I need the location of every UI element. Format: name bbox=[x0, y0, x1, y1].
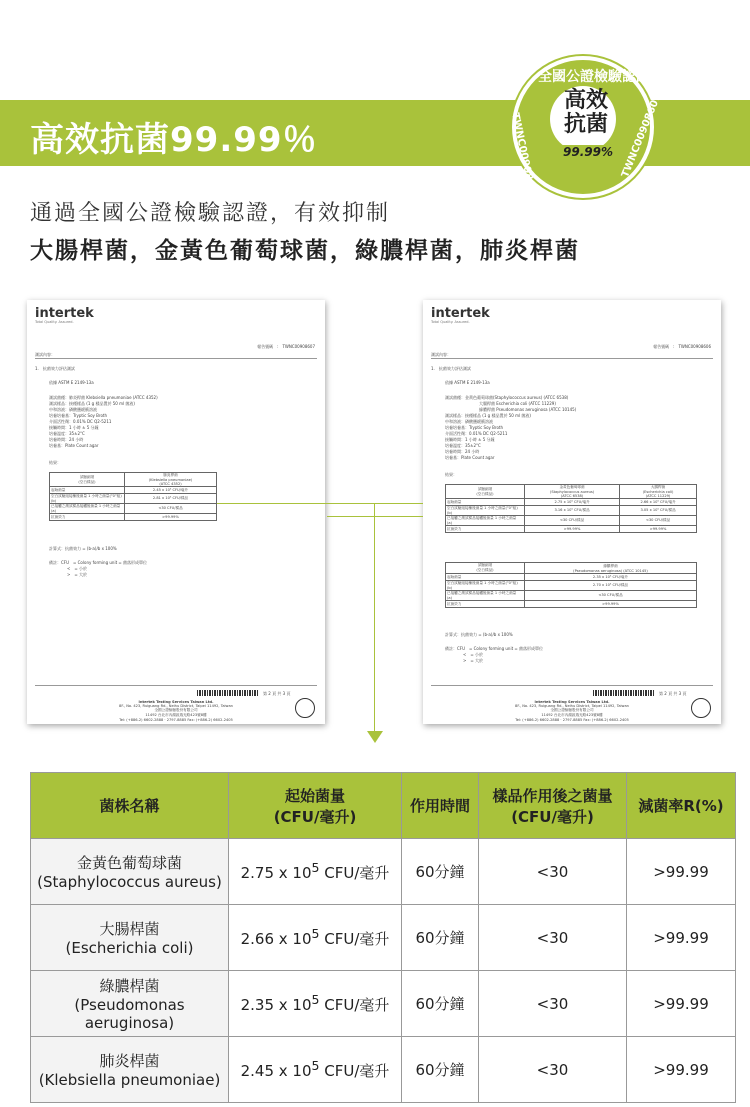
table-cell: 空白試驗組接種後菌量 1 小時之菌量(°0°組) (b) bbox=[446, 581, 525, 591]
detail-line: 培養溫度：35±2°C bbox=[445, 443, 481, 448]
table-cell: >99.99% bbox=[525, 526, 620, 533]
table-cell: >99.99% bbox=[620, 526, 697, 533]
reduction-rate: >99.99 bbox=[627, 839, 736, 905]
table-cell: 起始菌量 bbox=[50, 487, 125, 494]
company-name: Intertek Testing Services Taiwan Ltd. bbox=[534, 700, 610, 704]
page-title: 高效抗菌99.99％ bbox=[30, 120, 318, 160]
page-number: 第 2 頁 共 3 頁 bbox=[659, 691, 687, 696]
table-header: 金黃色葡萄球菌 (Staphylococcus aureus) (ATCC 6538) bbox=[525, 485, 620, 499]
table-cell: 抗菌效力 bbox=[50, 514, 125, 521]
company-name: Intertek Testing Services Taiwan Ltd. bbox=[138, 700, 214, 704]
formula: 計算式：抗菌效力 = (b-a)/b x 100% bbox=[445, 632, 513, 637]
company-address-zh: 11492 台北市內湖區瑞光路423號8樓 bbox=[145, 713, 207, 717]
barcode bbox=[197, 690, 259, 696]
table-cell: 2.66 x 10⁵ CFU/毫升 bbox=[620, 499, 697, 506]
initial-exponent: 5 bbox=[311, 1058, 320, 1073]
connector-line bbox=[217, 503, 423, 504]
divider bbox=[35, 685, 317, 686]
initial-exponent: 5 bbox=[311, 860, 320, 875]
seal-main-line1: 高效 bbox=[563, 88, 608, 113]
header-initial-line1: 起始菌量 bbox=[284, 786, 345, 805]
initial-base: 2.75 x 10 bbox=[240, 864, 312, 882]
company-address-zh: 11492 台北市內湖區瑞光路423號8樓 bbox=[541, 713, 603, 717]
table-row bbox=[31, 1037, 736, 1103]
report-number: 報告號碼 : TWNC00908607 bbox=[257, 344, 315, 349]
table-cell: <30 CFU/樣品 bbox=[125, 504, 217, 514]
strain-name bbox=[31, 971, 229, 1037]
formula: 計算式：抗菌效力 = (b-a)/b x 100% bbox=[49, 546, 117, 551]
results-table bbox=[30, 772, 736, 1103]
connector-line bbox=[374, 503, 375, 731]
results-header-row bbox=[31, 773, 736, 839]
divider bbox=[431, 358, 713, 359]
strain-name bbox=[31, 905, 229, 971]
initial-count bbox=[229, 905, 402, 971]
detail-line: 培養基：Plate Count agar bbox=[49, 443, 99, 448]
subtitle-line2: 大腸桿菌，金黃色葡萄球菌，綠膿桿菌，肺炎桿菌 bbox=[30, 238, 580, 264]
strain-name-en: (Klebsiella pneumoniae) bbox=[38, 1071, 221, 1089]
table-row bbox=[31, 971, 736, 1037]
strain-name-en: (Escherichia coli) bbox=[65, 939, 194, 957]
report-table bbox=[49, 472, 217, 521]
intertek-logo: intertek bbox=[431, 306, 490, 321]
table-cell: 起始菌量 bbox=[446, 499, 525, 506]
detail-line: 測試菌種：肺炎桿菌 Klebsiella pneumoniae (ATCC 4352) bbox=[49, 395, 158, 400]
divider bbox=[431, 685, 713, 686]
initial-count bbox=[229, 1037, 402, 1103]
report-number-value: TWNC00908606 bbox=[678, 344, 711, 349]
initial-unit: CFU/毫升 bbox=[324, 996, 390, 1014]
header-strain: 菌株名稱 bbox=[31, 773, 229, 839]
initial-exponent: 5 bbox=[311, 926, 320, 941]
after-count: <30 bbox=[479, 839, 627, 905]
subtitle-line1: 通過全國公證檢驗認證，有效抑制 bbox=[30, 201, 391, 226]
detail-line: 培養時間：24 小時 bbox=[445, 449, 480, 454]
strain-name-zh: 肺炎桿菌 bbox=[99, 1052, 160, 1070]
initial-exponent: 5 bbox=[311, 992, 320, 1007]
note-line: 備註：CFU = Colony forming unit = 菌落形成單位 bbox=[49, 560, 148, 565]
report-table bbox=[445, 484, 697, 533]
test-report-three-strains bbox=[423, 300, 721, 724]
initial-base: 2.35 x 10 bbox=[240, 996, 312, 1014]
table-header: 試驗細項 (空白樣品) bbox=[446, 563, 525, 574]
table-cell: <30 CFU/樣品 bbox=[525, 591, 697, 601]
report-number-label: 報告號碼 bbox=[653, 344, 670, 349]
table-cell: 2.75 x 10⁵ CFU/毫升 bbox=[525, 499, 620, 506]
reduction-rate: >99.99 bbox=[627, 971, 736, 1037]
initial-unit: CFU/毫升 bbox=[324, 1062, 390, 1080]
strain-name-zh: 綠膿桿菌 bbox=[99, 977, 160, 995]
note-line: > = 大於 bbox=[67, 572, 87, 577]
note-line: > = 大於 bbox=[463, 658, 483, 663]
detail-line: 介面活性劑：0.01% DC Q2-5211 bbox=[49, 419, 112, 424]
intertek-mark-icon bbox=[691, 698, 711, 718]
connector-line bbox=[327, 516, 423, 517]
table-cell: 抗菌效力 bbox=[446, 526, 525, 533]
contact-time: 60分鐘 bbox=[402, 839, 479, 905]
reduction-rate: >99.99 bbox=[627, 1037, 736, 1103]
section-title: 1. 抗菌效力評估測試 bbox=[35, 366, 75, 371]
page-number: 第 2 頁 共 3 頁 bbox=[263, 691, 291, 696]
header-after bbox=[479, 773, 627, 839]
company-address: 8F., No. 423, Ruiguang Rd., Neihu District, Taipei 11492, Taiwan bbox=[119, 704, 233, 708]
table-cell: 2.35 x 10⁵ CFU/毫升 bbox=[525, 574, 697, 581]
seal-main-text bbox=[556, 89, 616, 137]
footer bbox=[423, 700, 721, 722]
report-number-value: TWNC00908607 bbox=[282, 344, 315, 349]
note-line: 備註：CFU = Colony forming unit = 菌落形成單位 bbox=[445, 646, 544, 651]
table-cell: <30 CFU/樣品 bbox=[620, 516, 697, 526]
detail-line: 培養溫度：35±2°C bbox=[49, 431, 85, 436]
initial-count bbox=[229, 971, 402, 1037]
contact-time: 60分鐘 bbox=[402, 1037, 479, 1103]
table-cell: <30 CFU/樣品 bbox=[525, 516, 620, 526]
report-number: 報告號碼 : TWNC00908606 bbox=[653, 344, 711, 349]
table-cell: 3.05 x 10⁵ CFU/樣品 bbox=[620, 506, 697, 516]
strain-name-en: (Pseudomonas aeruginosa) bbox=[74, 996, 185, 1032]
divider bbox=[35, 358, 317, 359]
header-after-line1: 樣品作用後之菌量 bbox=[492, 786, 613, 805]
test-item-label: 測試內容： bbox=[431, 352, 451, 357]
detail-line: 介面活性劑：0.01% DC Q2-5211 bbox=[445, 431, 508, 436]
initial-base: 2.45 x 10 bbox=[240, 1062, 312, 1080]
barcode bbox=[593, 690, 655, 696]
arrow-down-icon bbox=[367, 731, 383, 743]
header-rate: 減菌率R(%) bbox=[627, 773, 736, 839]
contact-time: 60分鐘 bbox=[402, 905, 479, 971]
detail-line: 培養基：Plate Count agar bbox=[445, 455, 495, 460]
intertek-mark-icon bbox=[295, 698, 315, 718]
strain-name bbox=[31, 1037, 229, 1103]
after-count: <30 bbox=[479, 971, 627, 1037]
note-line: < = 小於 bbox=[463, 652, 483, 657]
table-header: 試驗細項 (空白樣品) bbox=[50, 473, 125, 487]
detail-line: 接觸時間：1 小時 ± 5 分鐘 bbox=[49, 425, 99, 430]
header-initial-line2: (CFU/毫升) bbox=[273, 807, 357, 826]
detail-line: 中和溶液：磷酸鹽緩衝溶液 bbox=[445, 419, 493, 424]
intertek-logo: intertek bbox=[35, 306, 94, 321]
table-row bbox=[31, 839, 736, 905]
method-line: 依據 ASTM E 2149-13a bbox=[445, 380, 490, 385]
table-header: 肺炎桿菌 (Klebsiella pneumoniae) (ATCC 4352) bbox=[125, 473, 217, 487]
detail-line: 大腸桿菌 Escherichia coli (ATCC 11229) bbox=[479, 401, 556, 406]
table-cell: 起始菌量 bbox=[446, 574, 525, 581]
logo-tagline: Total Quality. Assured. bbox=[431, 320, 470, 324]
initial-base: 2.66 x 10 bbox=[240, 930, 312, 948]
table-header: 試驗細項 (空白樣品) bbox=[446, 485, 525, 499]
company-phone: Tel: (+886-2) 6602-2888 · 2797-8885 Fax: (+886-2) 6602-2405 bbox=[119, 718, 233, 722]
seal-code-left: TWNC00908606 bbox=[509, 112, 539, 202]
seal-main-line2: 抗菌 bbox=[563, 112, 608, 137]
strain-name-zh: 大腸桿菌 bbox=[99, 920, 160, 938]
strain-name-en: (Staphylococcus aureus) bbox=[37, 873, 222, 891]
table-cell: >99.99% bbox=[125, 514, 217, 521]
detail-line: 測試菌種：金黃色葡萄球菌(Staphylococcus aureus) (ATCC 6538) bbox=[445, 395, 569, 400]
note-line: < = 小於 bbox=[67, 566, 87, 571]
table-header: 綠膿桿菌 (Pseudomonas aeruginosa) (ATCC 10145) bbox=[525, 563, 697, 574]
detail-line: 培養時間：24 小時 bbox=[49, 437, 84, 442]
table-cell: 2.81 x 10⁵ CFU/樣品 bbox=[125, 494, 217, 504]
detail-line: 中和溶液：磷酸鹽緩衝溶液 bbox=[49, 407, 97, 412]
method-line: 依據 ASTM E 2149-13a bbox=[49, 380, 94, 385]
results-label: 結果： bbox=[445, 472, 457, 477]
after-count: <30 bbox=[479, 1037, 627, 1103]
initial-count bbox=[229, 839, 402, 905]
company-name-zh: 全國公證檢驗股份有限公司 bbox=[550, 708, 594, 712]
strain-name-zh: 金黃色葡萄球菌 bbox=[76, 854, 182, 872]
logo-tagline: Total Quality. Assured. bbox=[35, 320, 74, 324]
table-cell: 3.16 x 10⁵ CFU/樣品 bbox=[525, 506, 620, 516]
table-cell: 空白試驗組接種後菌量 1 小時之菌量(°0°組) (b) bbox=[50, 494, 125, 504]
table-cell: 已接觸之測試樣品接觸後菌量 1 小時之菌量 (a) bbox=[446, 591, 525, 601]
test-report-klebsiella bbox=[27, 300, 325, 724]
detail-line: 綠膿桿菌 Pseudomonas aeruginosa (ATCC 10145) bbox=[479, 407, 577, 412]
report-table-2 bbox=[445, 562, 697, 608]
seal-percent: 99.99% bbox=[563, 145, 613, 159]
table-cell: 2.45 x 10⁵ CFU/毫升 bbox=[125, 487, 217, 494]
initial-unit: CFU/毫升 bbox=[324, 864, 390, 882]
detail-line: 測試樣品：接種樣品 (1 g 樣品置於 50 ml 菌液) bbox=[445, 413, 531, 418]
header-after-line2: (CFU/毫升) bbox=[511, 807, 594, 826]
table-row bbox=[31, 905, 736, 971]
reduction-rate: >99.99 bbox=[627, 905, 736, 971]
strain-name bbox=[31, 839, 229, 905]
table-cell: 抗菌效力 bbox=[446, 601, 525, 608]
header-time: 作用時間 bbox=[402, 773, 479, 839]
contact-time: 60分鐘 bbox=[402, 971, 479, 1037]
detail-line: 測試樣品：接種樣品 (1 g 樣品置於 50 ml 菌液) bbox=[49, 401, 135, 406]
initial-unit: CFU/毫升 bbox=[324, 930, 390, 948]
table-cell: 空白試驗組接種後菌量 1 小時之菌量(°0°組) (b) bbox=[446, 506, 525, 516]
detail-line: 培養培養基：Tryptic Soy Broth bbox=[49, 413, 108, 418]
header-initial bbox=[229, 773, 402, 839]
results-label: 結果： bbox=[49, 460, 61, 465]
table-cell: 2.70 x 10⁵ CFU/樣品 bbox=[525, 581, 697, 591]
table-cell: >99.99% bbox=[525, 601, 697, 608]
company-phone: Tel: (+886-2) 6602-2888 · 2797-8885 Fax: (+886-2) 6602-2405 bbox=[515, 718, 629, 722]
company-address: 8F., No. 423, Ruiguang Rd., Neihu District, Taipei 11492, Taiwan bbox=[515, 704, 629, 708]
company-name-zh: 全國公證檢驗股份有限公司 bbox=[154, 708, 198, 712]
footer bbox=[27, 700, 325, 722]
seal-code-right: TWNC00908607 bbox=[620, 92, 664, 180]
table-cell: 已接觸之測試樣品接觸後菌量 1 小時之菌量 (a) bbox=[446, 516, 525, 526]
after-count: <30 bbox=[479, 905, 627, 971]
table-header: 大腸桿菌 (Escherichia coli) (ATCC 11229) bbox=[620, 485, 697, 499]
section-title: 1. 抗菌效力評估測試 bbox=[431, 366, 471, 371]
report-number-label: 報告號碼 bbox=[257, 344, 274, 349]
detail-line: 接觸時間：1 小時 ± 5 分鐘 bbox=[445, 437, 495, 442]
test-item-label: 測試內容： bbox=[35, 352, 55, 357]
detail-line: 培養培養基：Tryptic Soy Broth bbox=[445, 425, 504, 430]
table-cell: 已接觸之測試樣品接觸後菌量 1 小時之菌量 (a) bbox=[50, 504, 125, 514]
seal-top-text: 全國公證檢驗認證 bbox=[538, 69, 650, 85]
